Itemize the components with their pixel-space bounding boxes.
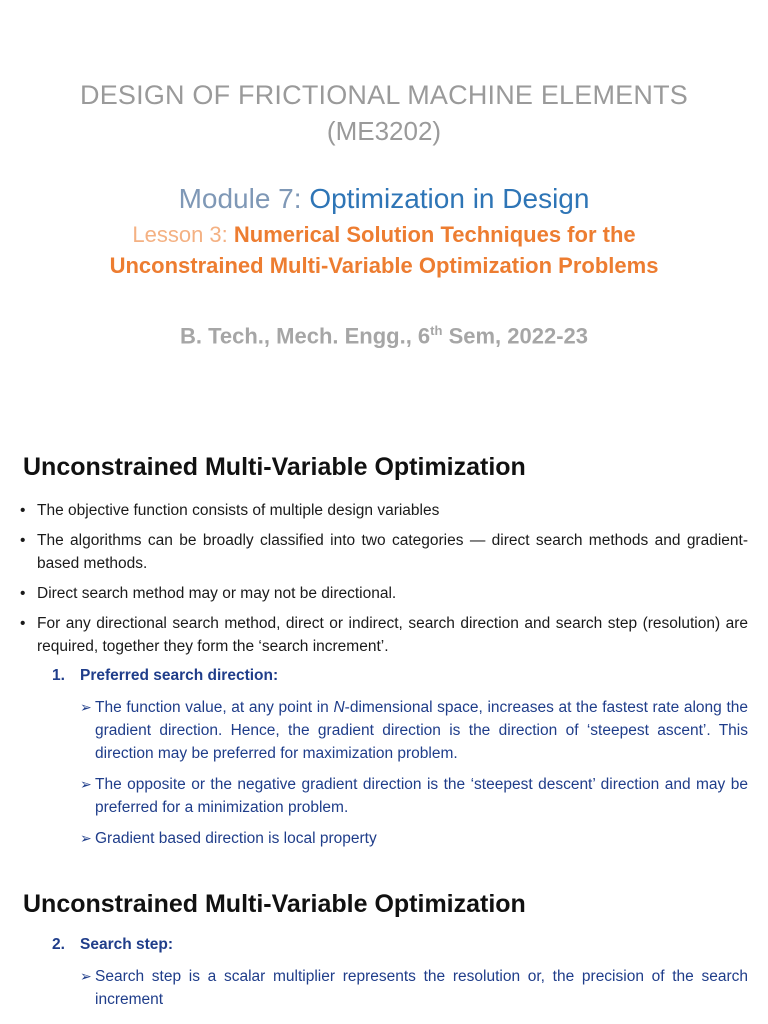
sub-point-text-before: The function value, at any point in (95, 699, 334, 716)
sub-point (80, 696, 748, 765)
bullet-item (18, 499, 748, 522)
bullet-icon: • (20, 532, 26, 549)
math-variable: N (333, 699, 345, 716)
bullet-text: For any directional search method, direct or indirect, search direction and search step (resolution) are required, together they form the ‘search increment’. (37, 615, 748, 655)
lesson-topic-line1: Numerical Solution Techniques for the (233, 222, 636, 247)
numbered-item-label: Search step: (80, 936, 174, 953)
slide2-heading: Unconstrained Multi-Variable Optimization (23, 890, 526, 918)
bullet-icon: • (20, 502, 26, 519)
arrow-bullet-icon: ➢ (80, 830, 92, 846)
bullet-item (18, 612, 748, 658)
lesson-line (0, 219, 768, 281)
numbered-item-2 (52, 934, 173, 956)
program-line (0, 316, 768, 351)
arrow-bullet-icon: ➢ (80, 776, 92, 792)
sub-point (80, 773, 748, 819)
sub-point-text: The opposite or the negative gradient direction is the ‘steepest descent’ direction and may be preferred for a minimization problem. (95, 776, 748, 816)
bullet-item (18, 529, 748, 575)
bullet-text: The algorithms can be broadly classified into two categories — direct search methods and gradient-based methods. (37, 532, 748, 572)
module-line (0, 181, 768, 217)
sub-point-text-after: -dimensional space, increases at the fastest rate along the gradient direction. Hence, the gradient direction is the direction of ‘steepest ascent’. This direction may be preferred for maximization problem. (95, 699, 748, 762)
bullet-text: Direct search method may or may not be directional. (37, 585, 397, 602)
program-main: B. Tech., Mech. Engg., 6 (179, 323, 431, 349)
bullet-icon: • (20, 585, 26, 602)
lesson-prefix: Lesson 3: (132, 222, 234, 247)
sub-point (80, 965, 748, 1011)
lesson-topic-line2: Unconstrained Multi-Variable Optimization Problems (109, 253, 659, 278)
bullet-item (18, 582, 748, 605)
course-code: (ME3202) (326, 116, 442, 146)
numbered-item-number: 1. (52, 667, 65, 684)
slide1-bullet-list (18, 499, 748, 665)
slide1-sub-list (80, 696, 748, 858)
numbered-item-1 (52, 665, 278, 687)
program-sup: th (430, 323, 443, 338)
slide2-sub-list (80, 965, 748, 1019)
bullet-icon: • (20, 615, 26, 632)
slide1-heading: Unconstrained Multi-Variable Optimization (23, 453, 526, 481)
sub-point-text: Gradient based direction is local property (95, 830, 377, 847)
arrow-bullet-icon: ➢ (80, 968, 92, 984)
course-title: DESIGN OF FRICTIONAL MACHINE ELEMENTS (80, 80, 688, 110)
module-topic: Optimization in Design (309, 183, 590, 214)
arrow-bullet-icon: ➢ (80, 699, 92, 715)
numbered-item-label: Preferred search direction: (80, 667, 279, 684)
numbered-item-number: 2. (52, 936, 65, 953)
sub-point-text: Search step is a scalar multiplier represents the resolution or, the precision of the search increment (95, 968, 748, 1008)
module-prefix: Module 7: (178, 183, 310, 214)
program-tail: Sem, 2022-23 (442, 323, 588, 349)
bullet-text: The objective function consists of multiple design variables (37, 502, 440, 519)
sub-point (80, 827, 748, 850)
